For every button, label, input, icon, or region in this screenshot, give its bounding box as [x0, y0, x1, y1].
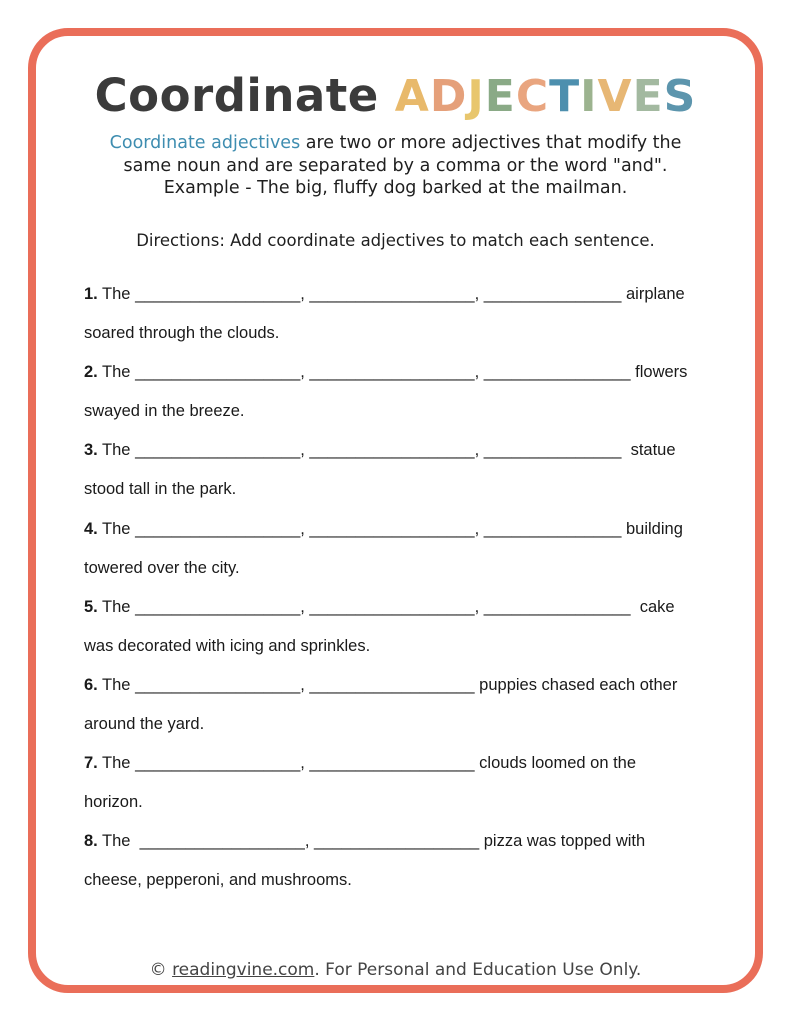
exercise-line: [84, 597, 675, 617]
title-letter: E: [632, 71, 664, 122]
exercise-blanks[interactable]: The __________________, __________________, _______________ airplane: [97, 285, 685, 303]
footer-link[interactable]: readingvine.com: [172, 960, 315, 980]
exercise-line: [84, 440, 676, 460]
title-word-coordinate: Coordinate: [94, 69, 379, 122]
exercise-continuation: horizon.: [84, 793, 143, 812]
exercise-number: 8.: [84, 832, 98, 851]
exercise-number: 3.: [84, 441, 98, 460]
exercise-number: 6.: [84, 676, 98, 694]
exercise-blanks[interactable]: The __________________, __________________ clouds loomed on the: [97, 754, 637, 773]
title-letter: I: [580, 71, 598, 122]
title-letter: T: [549, 71, 581, 122]
exercise-number: 2.: [84, 363, 98, 382]
exercise-continuation: towered over the city.: [84, 558, 240, 577]
title-letter: A: [394, 71, 430, 122]
exercise-line: [84, 675, 677, 695]
definition-text: are two or more adjectives that modify the same noun and are separated by a comma or the word "and".: [123, 133, 682, 176]
exercise-number: 5.: [84, 597, 98, 616]
title-word-adjectives: [395, 69, 697, 122]
title-letter: E: [484, 71, 516, 122]
exercise-continuation: swayed in the breeze.: [84, 402, 245, 421]
definition-paragraph: [90, 132, 701, 200]
title-letter: J: [467, 71, 485, 122]
directions-text: Directions: Add coordinate adjectives to match each sentence.: [136, 231, 655, 250]
title-letter: C: [515, 71, 550, 122]
exercise-continuation: was decorated with icing and sprinkles.: [84, 636, 371, 655]
definition-term: Coordinate adjectives: [109, 133, 301, 153]
exercise-line: [84, 362, 687, 382]
exercise-blanks[interactable]: The __________________, __________________, ________________ cake: [97, 597, 675, 616]
footer-copyright: ©: [149, 960, 173, 980]
exercise-blanks[interactable]: The __________________, __________________ puppies chased each other: [97, 676, 678, 694]
exercise-number: 1.: [84, 285, 98, 303]
exercise-blanks[interactable]: The __________________, __________________ pizza was topped with: [97, 832, 646, 851]
exercise-line: [84, 831, 645, 851]
title-letter: V: [597, 71, 633, 122]
footer: [0, 959, 791, 981]
exercise-continuation: soared through the clouds.: [84, 324, 280, 342]
title-letter: D: [429, 71, 468, 122]
definition-example: Example - The big, fluffy dog barked at the mailman.: [163, 178, 628, 198]
footer-notice: . For Personal and Education Use Only.: [314, 960, 642, 980]
exercise-continuation: cheese, pepperoni, and mushrooms.: [84, 871, 352, 890]
exercise-blanks[interactable]: The __________________, __________________, _______________ statue: [97, 441, 676, 460]
exercise-blanks[interactable]: The __________________, __________________, ________________ flowers: [97, 363, 688, 382]
exercise-line: [84, 519, 683, 539]
exercise-line: [84, 284, 685, 304]
exercise-number: 4.: [84, 519, 98, 538]
exercise-continuation: around the yard.: [84, 715, 205, 733]
exercise-number: 7.: [84, 754, 98, 773]
worksheet-title: [0, 66, 791, 127]
exercise-line: [84, 753, 636, 773]
title-letter: S: [663, 71, 697, 122]
exercise-continuation: stood tall in the park.: [84, 480, 237, 499]
exercise-blanks[interactable]: The __________________, __________________, _______________ building: [97, 519, 683, 538]
